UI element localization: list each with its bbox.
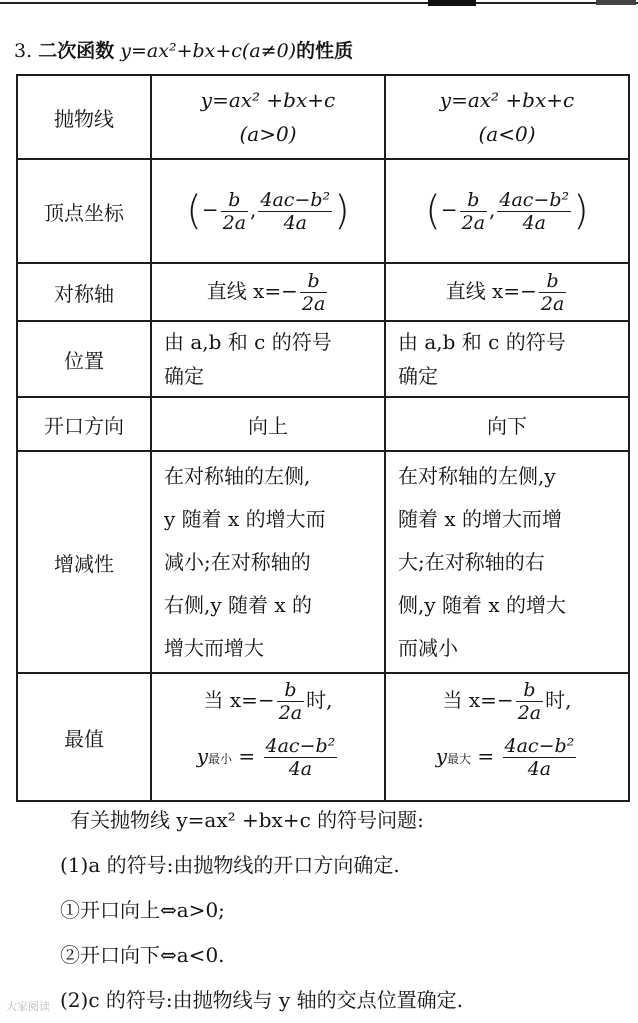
denominator: 2a <box>301 292 326 315</box>
table-row <box>17 263 629 321</box>
opening-cell-positive: 向上 <box>151 397 385 451</box>
vertex-cell-negative: (− $\frac{b}{2a}$ , $\frac{\text{4ac−b²}}{4a}$ ) <box>385 159 629 263</box>
cell-line: 侧,y 随着 x 的增大 <box>398 592 567 617</box>
fraction <box>516 679 543 724</box>
table-row <box>17 321 629 397</box>
cell-line: 随着 x 的增大而增 <box>398 506 562 531</box>
fraction <box>221 189 248 234</box>
numerator: 4ac−b² <box>265 735 336 757</box>
note-line: ②开口向下⇔a<0. <box>60 943 225 967</box>
axis-cell-negative <box>385 263 629 321</box>
cell-line: 由 a,b 和 c 的符号 <box>164 330 332 354</box>
denominator: 2a <box>540 292 565 315</box>
top-rule-block <box>428 0 476 6</box>
fraction <box>264 735 338 780</box>
paren-left: ( <box>425 188 441 234</box>
fraction <box>497 189 571 234</box>
heading-number: 3. <box>14 40 33 62</box>
numerator: b <box>300 270 327 293</box>
heading-formula: y=ax²+bx+c(a≠0) <box>120 40 297 62</box>
cell-line: 大;在对称轴的右 <box>398 549 545 574</box>
denominator: 2a <box>517 702 542 724</box>
top-rule <box>0 0 638 6</box>
row-label: 顶点坐标 <box>17 159 151 263</box>
row-label: 抛物线 <box>17 75 151 159</box>
fraction <box>258 189 332 234</box>
table-row <box>17 159 629 263</box>
watermark: 大家阅读 <box>6 1000 50 1013</box>
extremum-value: y最大 = $\frac{\text{4ac−b²}}{4a}$ <box>435 735 575 780</box>
fraction <box>277 679 304 724</box>
cell-line: 由 a,b 和 c 的符号 <box>398 330 566 354</box>
position-cell-positive <box>151 321 385 397</box>
vertex-cell-positive: (− $\frac{b}{2a}$ , $\frac{\text{4ac−b²}}{4a}$ ) <box>151 159 385 263</box>
cell-line: 确定 <box>164 364 204 388</box>
numerator: b <box>221 189 248 212</box>
numerator: 4ac−b² <box>499 188 570 211</box>
heading-text: 二次函数 <box>38 40 115 62</box>
extremum-cell-positive <box>151 673 385 801</box>
cell-line: (a>0) <box>239 122 297 146</box>
denominator: 2a <box>222 211 247 234</box>
cell-line: (a<0) <box>478 122 536 146</box>
row-label: 开口方向 <box>17 397 151 451</box>
position-cell-negative <box>385 321 629 397</box>
y-max-label: y最大 <box>435 744 472 768</box>
cell-line: 减小;在对称轴的 <box>164 549 311 574</box>
condition-suffix: 时, <box>545 688 572 712</box>
cell-line: 在对称轴的左侧, <box>164 463 311 488</box>
cell-line: y 随着 x 的增大而 <box>164 506 326 531</box>
fraction <box>503 735 577 780</box>
row-label: 对称轴 <box>17 263 151 321</box>
parabola-cell-negative <box>385 75 629 159</box>
note-line: 有关抛物线 y=ax² +bx+c 的符号问题: <box>70 808 424 832</box>
denominator: 2a <box>461 211 486 234</box>
fraction <box>460 189 487 234</box>
numerator: b <box>516 679 543 702</box>
cell-line: 右侧,y 随着 x 的 <box>164 592 313 617</box>
numerator: b <box>539 270 566 293</box>
cell-line: y=ax² +bx+c <box>200 88 336 112</box>
table-row <box>17 397 629 451</box>
monotonic-cell-negative <box>385 451 629 673</box>
top-rule-line <box>0 2 638 4</box>
note-line: ①开口向上⇔a>0; <box>60 898 225 922</box>
condition-prefix: 当 x=− <box>203 688 275 712</box>
axis-prefix: 直线 x=− <box>206 278 298 303</box>
extremum-condition <box>152 679 384 735</box>
heading-suffix: 的性质 <box>296 40 354 62</box>
table-row <box>17 75 629 159</box>
properties-table <box>16 74 630 802</box>
note-line: (2)c 的符号:由抛物线与 y 轴的交点位置确定. <box>60 988 463 1012</box>
extremum-value: y最小 = $\frac{\text{4ac−b²}}{4a}$ <box>196 735 336 780</box>
row-label: 位置 <box>17 321 151 397</box>
condition-prefix: 当 x=− <box>442 688 514 712</box>
axis-prefix: 直线 x=− <box>445 278 537 303</box>
cell-line: 在对称轴的左侧,y <box>398 463 556 488</box>
row-label: 最值 <box>17 673 151 801</box>
row-label: 增减性 <box>17 451 151 673</box>
parabola-cell-positive <box>151 75 385 159</box>
fraction <box>300 270 327 315</box>
opening-cell-negative: 向下 <box>385 397 629 451</box>
extremum-cell-negative <box>385 673 629 801</box>
table-row <box>17 451 629 673</box>
denominator: 4a <box>527 758 552 780</box>
cell-line: 而减小 <box>398 635 458 660</box>
note-line: (1)a 的符号:由抛物线的开口方向确定. <box>60 853 400 877</box>
denominator: 4a <box>522 211 546 234</box>
paren-left: ( <box>186 188 202 234</box>
axis-cell-positive <box>151 263 385 321</box>
denominator: 4a <box>288 758 313 780</box>
numerator: b <box>277 679 304 702</box>
numerator: 4ac−b² <box>504 735 575 757</box>
monotonic-cell-positive <box>151 451 385 673</box>
denominator: 2a <box>278 702 303 724</box>
cell-line: 增大而增大 <box>164 635 264 660</box>
sign-notes <box>60 798 626 1023</box>
condition-suffix: 时, <box>306 688 333 712</box>
cell-line: y=ax² +bx+c <box>439 88 575 112</box>
cell-line: 确定 <box>398 364 438 388</box>
paren-right: ) <box>334 188 350 234</box>
top-rule-mark <box>596 0 636 5</box>
table-row <box>17 673 629 801</box>
denominator: 4a <box>283 211 307 234</box>
y-min-label: y最小 <box>196 744 233 768</box>
numerator: 4ac−b² <box>260 188 331 211</box>
extremum-condition <box>386 679 628 735</box>
section-heading <box>14 34 624 68</box>
fraction <box>539 270 566 315</box>
paren-right: ) <box>573 188 589 234</box>
numerator: b <box>460 189 487 212</box>
